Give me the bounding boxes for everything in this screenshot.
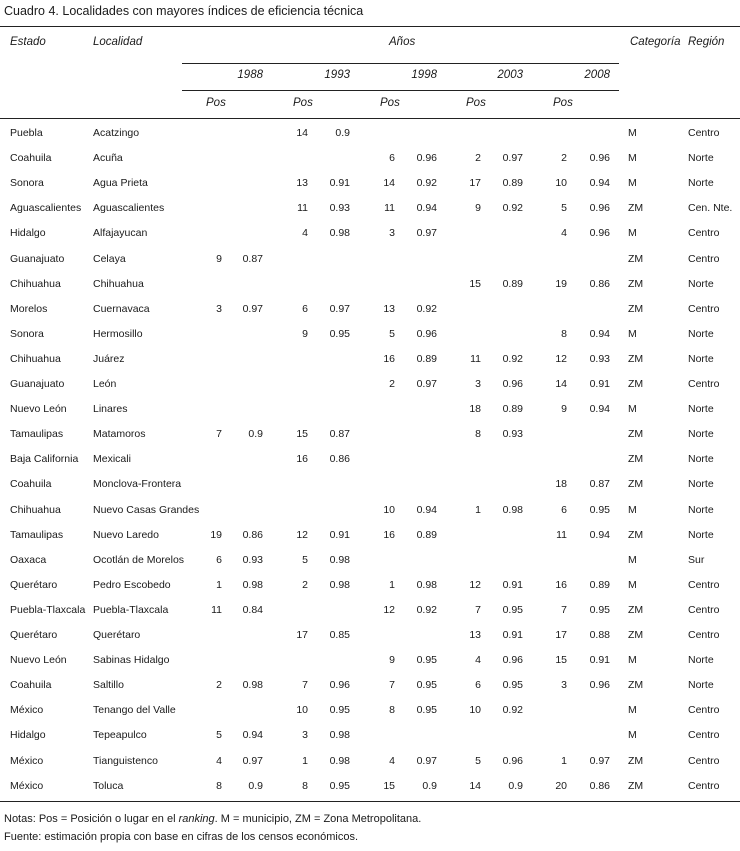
- cell-estado: México: [10, 755, 44, 767]
- cell-pos: 7: [216, 428, 222, 440]
- cell-region: Centro: [688, 629, 720, 641]
- cell-value: 0.89: [502, 403, 523, 415]
- cell-pos: 4: [561, 227, 567, 239]
- cell-pos: 13: [469, 629, 481, 641]
- cell-region: Norte: [688, 428, 714, 440]
- cell-categoria: ZM: [628, 755, 644, 767]
- cell-value: 0.95: [329, 780, 350, 792]
- cell-pos: 3: [216, 303, 222, 315]
- cell-value: 0.96: [589, 152, 610, 164]
- cell-value: 0.9: [335, 127, 350, 139]
- cell-region: Centro: [688, 127, 720, 139]
- cell-estado: Oaxaca: [10, 554, 47, 566]
- cell-value: 0.98: [242, 679, 263, 691]
- cell-localidad: Sabinas Hidalgo: [93, 654, 170, 666]
- cell-categoria: ZM: [628, 679, 644, 691]
- cell-pos: 1: [475, 504, 481, 516]
- cell-value: 0.93: [502, 428, 523, 440]
- cell-value: 0.89: [502, 278, 523, 290]
- cell-value: 0.89: [416, 353, 437, 365]
- cell-localidad: León: [93, 378, 117, 390]
- cell-value: 0.97: [416, 755, 437, 767]
- cell-region: Centro: [688, 704, 720, 716]
- cell-localidad: Acuña: [93, 152, 123, 164]
- cell-value: 0.92: [416, 303, 437, 315]
- cell-value: 0.9: [422, 780, 437, 792]
- cell-pos: 3: [561, 679, 567, 691]
- cell-categoria: M: [628, 554, 637, 566]
- cell-pos: 2: [216, 679, 222, 691]
- cell-localidad: Agua Prieta: [93, 177, 148, 189]
- cell-value: 0.97: [329, 303, 350, 315]
- cell-pos: 16: [555, 579, 567, 591]
- cell-categoria: ZM: [628, 253, 644, 265]
- cell-estado: Querétaro: [10, 579, 58, 591]
- cell-region: Centro: [688, 604, 720, 616]
- cell-localidad: Saltillo: [93, 679, 124, 691]
- cell-localidad: Nuevo Laredo: [93, 529, 159, 541]
- cell-value: 0.98: [329, 755, 350, 767]
- cell-value: 0.92: [502, 704, 523, 716]
- cell-estado: Morelos: [10, 303, 48, 315]
- cell-localidad: Pedro Escobedo: [93, 579, 171, 591]
- cell-pos: 14: [469, 780, 481, 792]
- cell-pos: 9: [216, 253, 222, 265]
- cell-pos: 13: [296, 177, 308, 189]
- cell-pos: 7: [302, 679, 308, 691]
- cell-pos: 4: [302, 227, 308, 239]
- cell-value: 0.94: [589, 177, 610, 189]
- cell-localidad: Hermosillo: [93, 328, 143, 340]
- cell-categoria: M: [628, 504, 637, 516]
- cell-value: 0.96: [589, 202, 610, 214]
- cell-value: 0.93: [589, 353, 610, 365]
- cell-localidad: Cuernavaca: [93, 303, 150, 315]
- cell-categoria: ZM: [628, 453, 644, 465]
- years-rule: [182, 63, 619, 64]
- cell-region: Cen. Nte.: [688, 202, 733, 214]
- cell-estado: Querétaro: [10, 629, 58, 641]
- cell-categoria: ZM: [628, 278, 644, 290]
- notes-line: Notas: Pos = Posición o lugar en el ranking. M = municipio, ZM = Zona Metropolitana.: [4, 813, 422, 825]
- cell-pos: 12: [296, 529, 308, 541]
- cell-value: 0.95: [416, 679, 437, 691]
- cell-pos: 15: [469, 278, 481, 290]
- cell-localidad: Toluca: [93, 780, 124, 792]
- cell-value: 0.98: [242, 579, 263, 591]
- cell-value: 0.86: [329, 453, 350, 465]
- cell-pos: 15: [296, 428, 308, 440]
- cell-pos: 14: [383, 177, 395, 189]
- cell-value: 0.97: [416, 227, 437, 239]
- cell-pos: 17: [469, 177, 481, 189]
- cell-value: 0.92: [416, 604, 437, 616]
- cell-pos: 5: [302, 554, 308, 566]
- cell-pos: 12: [555, 353, 567, 365]
- cell-region: Centro: [688, 227, 720, 239]
- cell-value: 0.98: [416, 579, 437, 591]
- cell-value: 0.96: [502, 654, 523, 666]
- cell-pos: 2: [302, 579, 308, 591]
- cell-value: 0.91: [329, 529, 350, 541]
- header-pos: Pos: [380, 97, 400, 109]
- cell-value: 0.97: [242, 303, 263, 315]
- cell-estado: Coahuila: [10, 679, 52, 691]
- cell-estado: Sonora: [10, 177, 44, 189]
- cell-pos: 8: [302, 780, 308, 792]
- cell-categoria: M: [628, 328, 637, 340]
- cell-value: 0.87: [242, 253, 263, 265]
- cell-pos: 20: [555, 780, 567, 792]
- cell-pos: 3: [475, 378, 481, 390]
- cell-estado: Coahuila: [10, 478, 52, 490]
- cell-pos: 9: [302, 328, 308, 340]
- cell-categoria: M: [628, 704, 637, 716]
- header-estado: Estado: [10, 36, 46, 48]
- cell-categoria: ZM: [628, 604, 644, 616]
- cell-pos: 1: [561, 755, 567, 767]
- cell-categoria: ZM: [628, 303, 644, 315]
- cell-pos: 6: [302, 303, 308, 315]
- bottom-rule: [0, 801, 740, 802]
- cell-pos: 5: [389, 328, 395, 340]
- cell-value: 0.91: [589, 654, 610, 666]
- cell-pos: 18: [469, 403, 481, 415]
- cell-pos: 9: [561, 403, 567, 415]
- cell-value: 0.89: [416, 529, 437, 541]
- cell-value: 0.96: [329, 679, 350, 691]
- cell-pos: 5: [475, 755, 481, 767]
- cell-region: Norte: [688, 504, 714, 516]
- header-year-1998: 1998: [411, 69, 437, 81]
- cell-region: Centro: [688, 755, 720, 767]
- cell-estado: México: [10, 704, 44, 716]
- cell-estado: Chihuahua: [10, 353, 61, 365]
- cell-value: 0.84: [242, 604, 263, 616]
- header-region: Región: [688, 36, 725, 48]
- cell-value: 0.97: [502, 152, 523, 164]
- top-rule: [0, 26, 740, 27]
- cell-pos: 8: [475, 428, 481, 440]
- cell-value: 0.97: [589, 755, 610, 767]
- cell-estado: Baja California: [10, 453, 79, 465]
- cell-estado: Aguascalientes: [10, 202, 82, 214]
- cell-estado: Tamaulipas: [10, 428, 64, 440]
- cell-pos: 6: [475, 679, 481, 691]
- cell-localidad: Juárez: [93, 353, 125, 365]
- cell-pos: 11: [470, 353, 481, 365]
- cell-categoria: ZM: [628, 202, 644, 214]
- cell-pos: 6: [561, 504, 567, 516]
- cell-value: 0.87: [589, 478, 610, 490]
- cell-pos: 4: [475, 654, 481, 666]
- cell-localidad: Nuevo Casas Grandes: [93, 504, 200, 516]
- cell-region: Norte: [688, 478, 714, 490]
- cell-pos: 7: [561, 604, 567, 616]
- cell-region: Centro: [688, 729, 720, 741]
- cell-localidad: Querétaro: [93, 629, 141, 641]
- cell-region: Norte: [688, 328, 714, 340]
- header-pos: Pos: [293, 97, 313, 109]
- cell-pos: 8: [561, 328, 567, 340]
- cell-estado: México: [10, 780, 44, 792]
- cell-value: 0.91: [329, 177, 350, 189]
- cell-pos: 2: [561, 152, 567, 164]
- cell-value: 0.89: [502, 177, 523, 189]
- cell-region: Norte: [688, 403, 714, 415]
- cell-pos: 1: [302, 755, 308, 767]
- header-year-2003: 2003: [497, 69, 523, 81]
- cell-value: 0.91: [589, 378, 610, 390]
- cell-pos: 16: [296, 453, 308, 465]
- cell-pos: 4: [389, 755, 395, 767]
- cell-value: 0.98: [329, 554, 350, 566]
- cell-estado: Puebla: [10, 127, 43, 139]
- cell-region: Norte: [688, 679, 714, 691]
- cell-value: 0.94: [416, 504, 437, 516]
- cell-localidad: Matamoros: [93, 428, 146, 440]
- cell-pos: 3: [302, 729, 308, 741]
- cell-value: 0.96: [416, 152, 437, 164]
- cell-region: Centro: [688, 579, 720, 591]
- pos-rule: [182, 90, 619, 91]
- cell-localidad: Monclova-Frontera: [93, 478, 182, 490]
- cell-pos: 11: [297, 202, 308, 214]
- cell-value: 0.92: [502, 353, 523, 365]
- cell-estado: Puebla-Tlaxcala: [10, 604, 86, 616]
- cell-region: Centro: [688, 378, 720, 390]
- cell-categoria: ZM: [628, 780, 644, 792]
- cell-pos: 16: [383, 353, 395, 365]
- cell-pos: 7: [389, 679, 395, 691]
- cell-region: Sur: [688, 554, 705, 566]
- cell-categoria: M: [628, 729, 637, 741]
- cell-value: 0.97: [416, 378, 437, 390]
- cell-categoria: M: [628, 579, 637, 591]
- cell-pos: 1: [389, 579, 395, 591]
- cell-estado: Nuevo León: [10, 403, 67, 415]
- cell-estado: Sonora: [10, 328, 44, 340]
- cell-pos: 12: [469, 579, 481, 591]
- cell-value: 0.93: [329, 202, 350, 214]
- cell-pos: 6: [216, 554, 222, 566]
- cell-value: 0.95: [329, 328, 350, 340]
- cell-categoria: M: [628, 654, 637, 666]
- cell-value: 0.9: [248, 428, 263, 440]
- cell-value: 0.93: [242, 554, 263, 566]
- cell-localidad: Mexicali: [93, 453, 131, 465]
- cell-pos: 10: [555, 177, 567, 189]
- cell-pos: 7: [475, 604, 481, 616]
- cell-value: 0.95: [416, 704, 437, 716]
- cell-estado: Chihuahua: [10, 278, 61, 290]
- header-localidad: Localidad: [93, 36, 143, 48]
- cell-value: 0.95: [589, 604, 610, 616]
- cell-pos: 9: [389, 654, 395, 666]
- cell-categoria: ZM: [628, 529, 644, 541]
- table-title: Cuadro 4. Localidades con mayores índices de eficiencia técnica: [4, 4, 364, 18]
- cell-pos: 2: [475, 152, 481, 164]
- cell-value: 0.95: [329, 704, 350, 716]
- cell-value: 0.91: [502, 579, 523, 591]
- cell-value: 0.9: [248, 780, 263, 792]
- cell-region: Norte: [688, 177, 714, 189]
- cell-value: 0.98: [502, 504, 523, 516]
- cell-pos: 5: [216, 729, 222, 741]
- cell-value: 0.9: [508, 780, 523, 792]
- cell-region: Norte: [688, 654, 714, 666]
- cell-region: Norte: [688, 453, 714, 465]
- cell-pos: 10: [383, 504, 395, 516]
- cell-pos: 17: [296, 629, 308, 641]
- cell-value: 0.94: [589, 403, 610, 415]
- source-line: Fuente: estimación propia con base en cifras de los censos económicos.: [4, 831, 359, 843]
- cell-value: 0.94: [416, 202, 437, 214]
- cell-region: Norte: [688, 529, 714, 541]
- cell-region: Centro: [688, 303, 720, 315]
- cell-value: 0.86: [589, 780, 610, 792]
- header-pos: Pos: [553, 97, 573, 109]
- header-year-2008: 2008: [584, 69, 610, 81]
- cell-categoria: M: [628, 127, 637, 139]
- cell-pos: 9: [475, 202, 481, 214]
- cell-estado: Hidalgo: [10, 227, 46, 239]
- cell-categoria: M: [628, 177, 637, 189]
- cell-localidad: Aguascalientes: [93, 202, 165, 214]
- cell-region: Norte: [688, 278, 714, 290]
- cell-localidad: Chihuahua: [93, 278, 144, 290]
- header-year-1993: 1993: [324, 69, 350, 81]
- cell-value: 0.98: [329, 729, 350, 741]
- cell-pos: 13: [383, 303, 395, 315]
- cell-categoria: ZM: [628, 428, 644, 440]
- cell-pos: 10: [469, 704, 481, 716]
- cell-value: 0.87: [329, 428, 350, 440]
- cell-categoria: M: [628, 403, 637, 415]
- cell-value: 0.95: [416, 654, 437, 666]
- cell-localidad: Puebla-Tlaxcala: [93, 604, 169, 616]
- cell-pos: 8: [216, 780, 222, 792]
- cell-localidad: Tenango del Valle: [93, 704, 176, 716]
- cell-localidad: Tepeapulco: [93, 729, 147, 741]
- cell-estado: Nuevo León: [10, 654, 67, 666]
- cell-value: 0.85: [329, 629, 350, 641]
- cell-pos: 2: [389, 378, 395, 390]
- cell-pos: 11: [556, 529, 567, 541]
- header-pos: Pos: [206, 97, 226, 109]
- cell-localidad: Celaya: [93, 253, 126, 265]
- cell-value: 0.95: [502, 604, 523, 616]
- cell-pos: 19: [555, 278, 567, 290]
- cell-categoria: M: [628, 152, 637, 164]
- cell-value: 0.98: [329, 227, 350, 239]
- cell-value: 0.91: [502, 629, 523, 641]
- cell-pos: 17: [555, 629, 567, 641]
- cell-pos: 14: [555, 378, 567, 390]
- cell-estado: Chihuahua: [10, 504, 61, 516]
- cell-region: Centro: [688, 253, 720, 265]
- cell-value: 0.97: [242, 755, 263, 767]
- cell-region: Centro: [688, 780, 720, 792]
- header-pos: Pos: [466, 97, 486, 109]
- cell-pos: 11: [384, 202, 395, 214]
- cell-localidad: Ocotlán de Morelos: [93, 554, 185, 566]
- cell-pos: 8: [389, 704, 395, 716]
- cell-localidad: Alfajayucan: [93, 227, 148, 239]
- cell-value: 0.96: [416, 328, 437, 340]
- cell-value: 0.94: [589, 529, 610, 541]
- cell-value: 0.95: [589, 504, 610, 516]
- cell-estado: Guanajuato: [10, 253, 65, 265]
- cell-pos: 18: [555, 478, 567, 490]
- header-anos: Años: [389, 36, 416, 48]
- cell-value: 0.88: [589, 629, 610, 641]
- cell-localidad: Acatzingo: [93, 127, 140, 139]
- cell-categoria: ZM: [628, 478, 644, 490]
- cell-categoria: ZM: [628, 353, 644, 365]
- cell-estado: Coahuila: [10, 152, 52, 164]
- cell-pos: 15: [555, 654, 567, 666]
- cell-value: 0.86: [589, 278, 610, 290]
- cell-value: 0.95: [502, 679, 523, 691]
- cell-value: 0.96: [589, 679, 610, 691]
- cell-region: Norte: [688, 152, 714, 164]
- cell-localidad: Tianguistenco: [93, 755, 158, 767]
- cell-pos: 12: [383, 604, 395, 616]
- cell-value: 0.92: [502, 202, 523, 214]
- cell-pos: 14: [296, 127, 308, 139]
- cell-pos: 19: [210, 529, 222, 541]
- cell-pos: 11: [211, 604, 222, 616]
- cell-value: 0.94: [242, 729, 263, 741]
- cell-value: 0.94: [589, 328, 610, 340]
- cell-localidad: Linares: [93, 403, 128, 415]
- cell-value: 0.96: [502, 755, 523, 767]
- cell-pos: 3: [389, 227, 395, 239]
- cell-categoria: ZM: [628, 629, 644, 641]
- cell-pos: 5: [561, 202, 567, 214]
- cell-value: 0.89: [589, 579, 610, 591]
- cell-pos: 4: [216, 755, 222, 767]
- cell-pos: 16: [383, 529, 395, 541]
- cell-estado: Hidalgo: [10, 729, 46, 741]
- cell-value: 0.96: [502, 378, 523, 390]
- cell-pos: 15: [383, 780, 395, 792]
- header-categoria: Categoría: [630, 36, 681, 48]
- cell-categoria: ZM: [628, 378, 644, 390]
- cell-value: 0.98: [329, 579, 350, 591]
- cell-pos: 6: [389, 152, 395, 164]
- cell-pos: 1: [216, 579, 222, 591]
- header-bottom-rule: [0, 118, 740, 119]
- cell-estado: Guanajuato: [10, 378, 65, 390]
- cell-value: 0.86: [242, 529, 263, 541]
- cell-categoria: M: [628, 227, 637, 239]
- cell-value: 0.96: [589, 227, 610, 239]
- header-year-1988: 1988: [237, 69, 263, 81]
- cell-region: Norte: [688, 353, 714, 365]
- cell-value: 0.92: [416, 177, 437, 189]
- cell-estado: Tamaulipas: [10, 529, 64, 541]
- cell-pos: 10: [296, 704, 308, 716]
